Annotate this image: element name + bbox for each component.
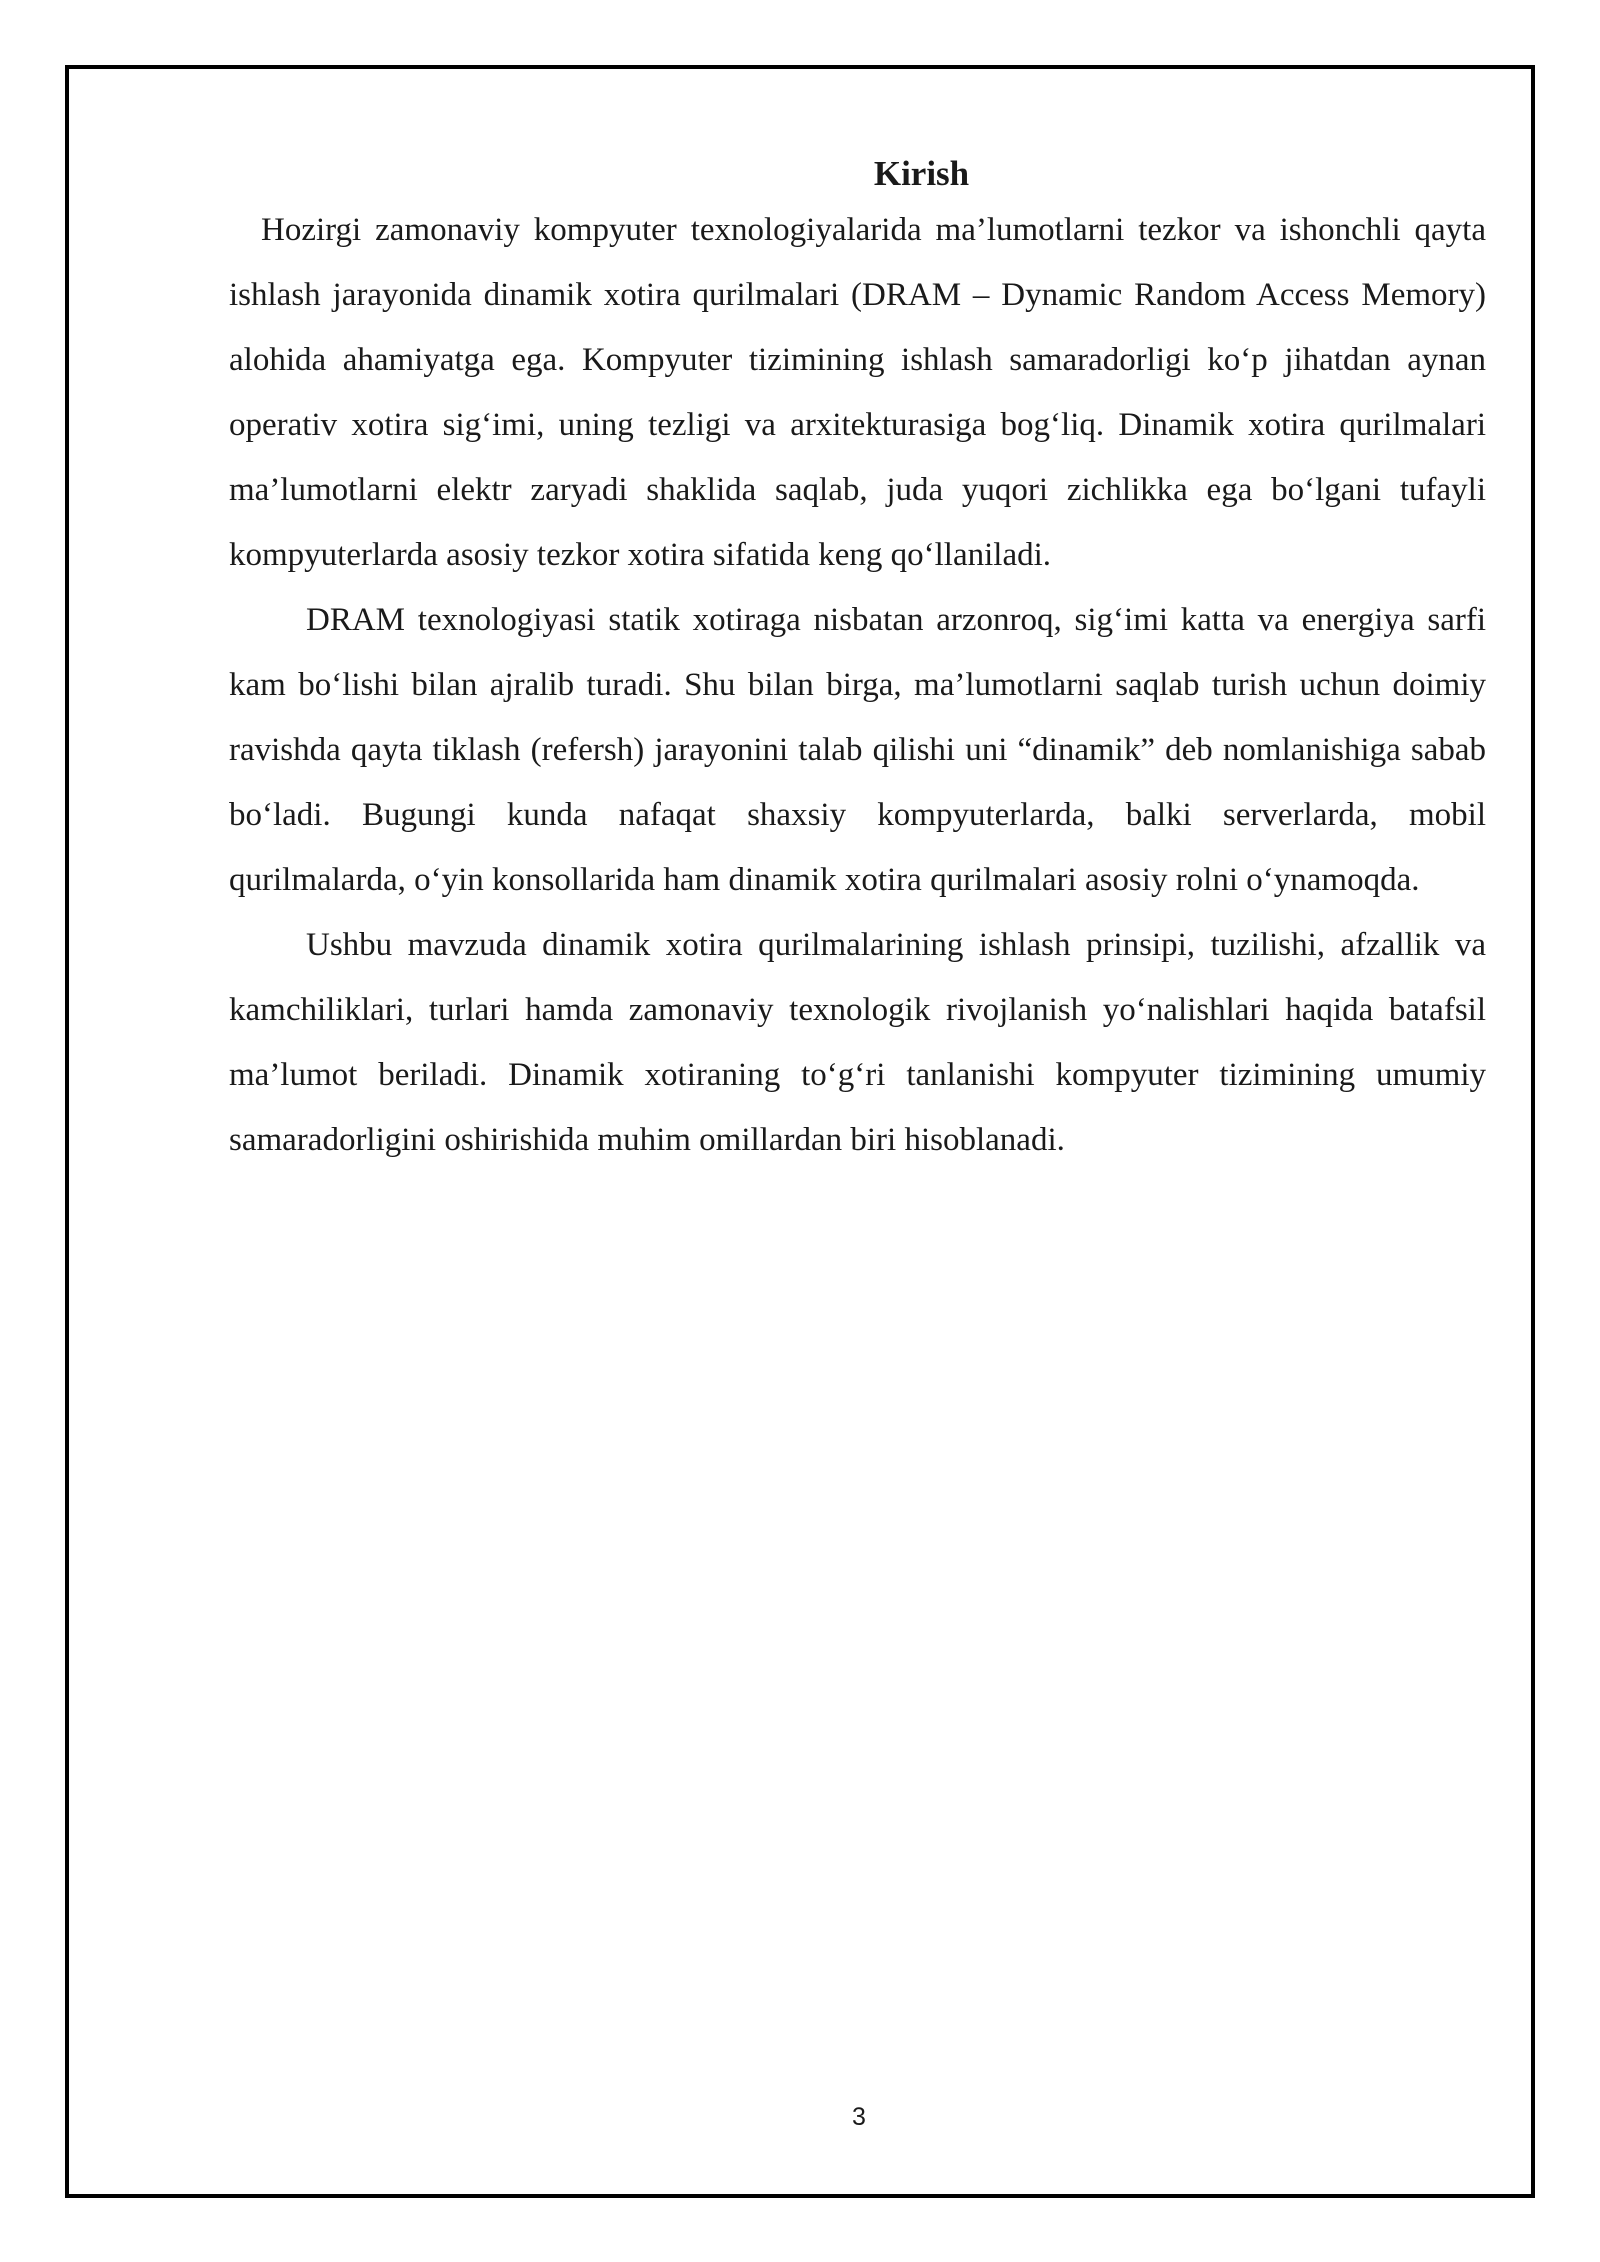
- document-body: [229, 150, 1486, 1173]
- paragraph-2: DRAM texnologiyasi statik xotiraga nisbatan arzonroq, sig‘imi katta va energiya sarfi kam bo‘lishi bilan ajralib turadi. Shu bilan birga, ma’lumotlarni saqlab turish uchun doimiy ravishda qayta tiklash (refersh) jarayonini talab qilishi uni “dinamik” deb nomlanishiga sabab bo‘ladi. Bugungi kunda nafaqat shaxsiy kompyuterlarda, balki serverlarda, mobil qurilmalarda, o‘yin konsollarida ham dinamik xotira qurilmalari asosiy rolni o‘ynamoqda.: [229, 602, 1486, 898]
- paragraph-3: Ushbu mavzuda dinamik xotira qurilmalarining ishlash prinsipi, tuzilishi, afzallik va kamchiliklari, turlari hamda zamonaviy texnologik rivojlanish yo‘nalishlari haqida batafsil ma’lumot beriladi. Dinamik xotiraning to‘g‘ri tanlanishi kompyuter tizimining umumiy samaradorligini oshirishida muhim omillardan biri hisoblanadi.: [229, 927, 1486, 1158]
- paragraph-1: Hozirgi zamonaviy kompyuter texnologiyalarida ma’lumotlarni tezkor va ishonchli qayta ishlash jarayonida dinamik xotira qurilmalari (DRAM – Dynamic Random Access Memory) alohida ahamiyatga ega. Kompyuter tizimining ishlash samaradorligi ko‘p jihatdan aynan operativ xotira sig‘imi, uning tezligi va arxitekturasiga bog‘liq. Dinamik xotira qurilmalari ma’lumotlarni elektr zaryadi shaklida saqlab, juda yuqori zichlikka ega bo‘lgani tufayli kompyuterlarda asosiy tezkor xotira sifatida keng qo‘llaniladi.: [229, 212, 1486, 573]
- section-heading: Kirish: [873, 154, 970, 193]
- page-number: 3: [852, 2103, 866, 2131]
